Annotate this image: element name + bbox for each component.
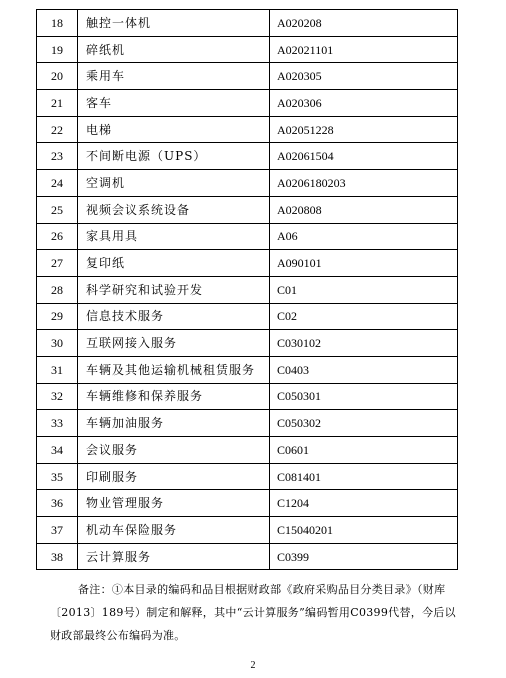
item-name: 车辆维修和保养服务 [78, 383, 270, 410]
table-row [37, 330, 458, 357]
table-row [37, 356, 458, 383]
item-name: 乘用车 [78, 63, 270, 90]
item-name: 视频会议系统设备 [78, 196, 270, 223]
row-number: 31 [37, 356, 78, 383]
row-number: 22 [37, 116, 78, 143]
row-number: 34 [37, 437, 78, 464]
item-name: 车辆加油服务 [78, 410, 270, 437]
table-row [37, 276, 458, 303]
row-number: 19 [37, 36, 78, 63]
row-number: 18 [37, 10, 78, 37]
row-number: 23 [37, 143, 78, 170]
item-code: A090101 [270, 250, 458, 277]
row-number: 24 [37, 170, 78, 197]
item-code: C081401 [270, 463, 458, 490]
row-number: 33 [37, 410, 78, 437]
item-code: C0601 [270, 437, 458, 464]
procurement-catalog-table [36, 9, 458, 570]
item-code: A06 [270, 223, 458, 250]
item-name: 科学研究和试验开发 [78, 276, 270, 303]
table-row [37, 303, 458, 330]
row-number: 36 [37, 490, 78, 517]
row-number: 26 [37, 223, 78, 250]
table-row [37, 63, 458, 90]
item-name: 互联网接入服务 [78, 330, 270, 357]
footnote: 备注：①本目录的编码和品目根据财政部《政府采购品目分类目录》（财库〔2013〕189号）制定和解释，其中“云计算服务”编码暂用C0399代替，今后以财政部最终公布编码为准。 [50, 583, 456, 642]
table-row [37, 463, 458, 490]
item-name: 碎纸机 [78, 36, 270, 63]
item-code: C0403 [270, 356, 458, 383]
item-code: A02021101 [270, 36, 458, 63]
row-number: 37 [37, 517, 78, 544]
table-row [37, 196, 458, 223]
table-row [37, 90, 458, 117]
item-name: 机动车保险服务 [78, 517, 270, 544]
item-code: A020306 [270, 90, 458, 117]
item-name: 家具用具 [78, 223, 270, 250]
table-row [37, 250, 458, 277]
page-number: 2 [250, 660, 256, 671]
item-name: 触控一体机 [78, 10, 270, 37]
item-name: 复印纸 [78, 250, 270, 277]
row-number: 21 [37, 90, 78, 117]
table-row [37, 543, 458, 570]
table-row [37, 170, 458, 197]
row-number: 32 [37, 383, 78, 410]
table-row [37, 36, 458, 63]
row-number: 38 [37, 543, 78, 570]
item-name: 电梯 [78, 116, 270, 143]
item-code: C01 [270, 276, 458, 303]
row-number: 35 [37, 463, 78, 490]
row-number: 30 [37, 330, 78, 357]
item-code: C050302 [270, 410, 458, 437]
row-number: 27 [37, 250, 78, 277]
item-name: 空调机 [78, 170, 270, 197]
item-name: 信息技术服务 [78, 303, 270, 330]
table-row [37, 490, 458, 517]
item-code: C15040201 [270, 517, 458, 544]
item-code: C1204 [270, 490, 458, 517]
item-name: 车辆及其他运输机械租赁服务 [78, 356, 270, 383]
table-row [37, 223, 458, 250]
item-code: A020305 [270, 63, 458, 90]
item-code: C0399 [270, 543, 458, 570]
item-code: A02061504 [270, 143, 458, 170]
row-number: 29 [37, 303, 78, 330]
table-row [37, 10, 458, 37]
table-body [37, 10, 458, 570]
table-row [37, 517, 458, 544]
item-code: A02051228 [270, 116, 458, 143]
item-code: C030102 [270, 330, 458, 357]
table-row [37, 383, 458, 410]
item-name: 物业管理服务 [78, 490, 270, 517]
item-name: 客车 [78, 90, 270, 117]
table-row [37, 410, 458, 437]
item-name: 印刷服务 [78, 463, 270, 490]
item-code: C02 [270, 303, 458, 330]
table-row [37, 437, 458, 464]
item-code: A020208 [270, 10, 458, 37]
item-name: 云计算服务 [78, 543, 270, 570]
row-number: 20 [37, 63, 78, 90]
item-name: 会议服务 [78, 437, 270, 464]
table-row [37, 143, 458, 170]
item-code: C050301 [270, 383, 458, 410]
row-number: 25 [37, 196, 78, 223]
item-name: 不间断电源（UPS） [78, 143, 270, 170]
item-code: A020808 [270, 196, 458, 223]
row-number: 28 [37, 276, 78, 303]
item-code: A0206180203 [270, 170, 458, 197]
table-row [37, 116, 458, 143]
